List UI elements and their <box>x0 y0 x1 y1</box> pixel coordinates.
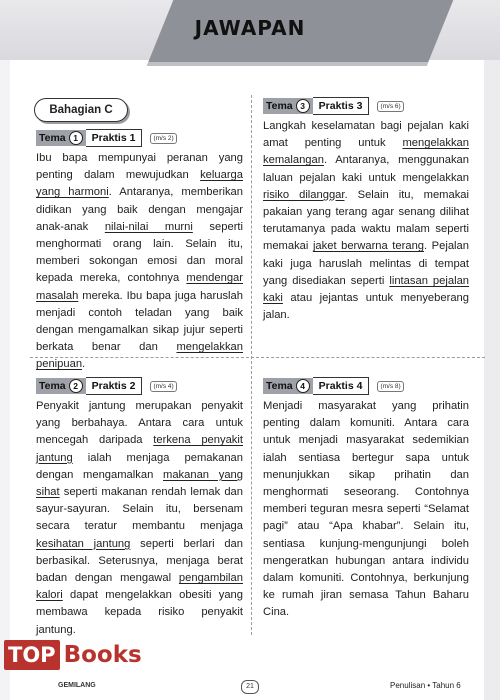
underlined-key-phrase: makanan yang sihat <box>36 468 243 499</box>
praktis-label: Praktis 1 <box>86 129 143 147</box>
underlined-key-phrase: mendengar masalah <box>36 272 243 302</box>
underlined-key-phrase: mengelakkan penipuan <box>36 341 243 371</box>
text-segment: Langkah keselamatan bagi pejalan kaki amat penting untuk <box>263 120 469 150</box>
tema-label: Tema 3 <box>263 98 313 114</box>
topbooks-logo <box>4 640 142 670</box>
header-banner <box>0 0 500 92</box>
tema-label: Tema 1 <box>36 130 86 146</box>
text-segment: . Selain itu, memakai pakaian yang terang agar senang dilihat terutamanya pada waktu malam seperti memakai <box>263 188 470 253</box>
text-segment: Ibu bapa mempunyai peranan yang penting dalam mewujudkan <box>36 152 243 182</box>
section-label: Bahagian C <box>34 98 128 122</box>
praktis-label: Praktis 4 <box>313 377 370 395</box>
underlined-key-phrase: kesihatan jantung <box>36 537 131 550</box>
left-margin-strip <box>0 60 10 700</box>
text-segment: . Antaranya, menggunakan laluan pejalan kaki untuk mengelakkan <box>263 154 469 184</box>
text-segment: atau jejantas untuk menyeberang jalan. <box>263 292 469 322</box>
page-ref: (m/s 4) <box>150 381 176 392</box>
text-segment: Penyakit jantung merupakan penyakit yang berbahaya. Antara cara untuk mencegah daripada <box>36 400 243 447</box>
answer-paragraph-1 <box>36 150 243 374</box>
tema-label: Tema 4 <box>263 378 313 394</box>
underlined-key-phrase: keluarga yang harmoni <box>36 169 243 199</box>
text-segment: . <box>82 358 86 371</box>
text-segment: . Pejalan kaki juga haruslah melintas di tempat yang disediakan seperti <box>263 240 469 287</box>
underlined-key-phrase: lintasan pejalan kaki <box>263 274 470 305</box>
text-segment: mereka. Ibu bapa juga haruslah menjadi contoh teladan yang baik dengan mengamalkan sikap jujur seperti berkata benar dan <box>36 289 243 354</box>
tema-number: 2 <box>69 379 83 393</box>
underlined-key-phrase: pengambilan kalori <box>36 572 243 602</box>
praktis-label: Praktis 2 <box>86 377 143 395</box>
vertical-divider <box>251 95 252 635</box>
tema-label: Tema 2 <box>36 378 86 394</box>
text-segment: dapat mengelakkan obesiti yang membawa kepada risiko penyakit jantung. <box>36 589 243 636</box>
tema-number: 3 <box>296 99 310 113</box>
underlined-key-phrase: jaket berwarna terang <box>312 240 425 253</box>
answer-paragraph-3 <box>263 118 469 324</box>
tema-header-3 <box>263 98 404 114</box>
underlined-key-phrase: terkena penyakit jantung <box>36 434 243 464</box>
tema-number: 1 <box>69 131 83 145</box>
tema-number: 4 <box>296 379 310 393</box>
logo-books: Books <box>63 642 142 668</box>
right-margin-strip <box>484 60 500 700</box>
text-segment: . Antaranya, memberikan didikan yang baik dengan mengajar anak-anak <box>36 186 243 233</box>
underlined-key-phrase: risiko dilanggar <box>263 188 345 201</box>
page-ref: (m/s 2) <box>150 133 176 144</box>
page-number: 21 <box>241 680 259 694</box>
text-segment: seperti makanan rendah lemak dan sayur-sayuran. Selain itu, bersenam secara teratur membantu menjaga <box>36 486 243 533</box>
tema-header-2 <box>36 378 177 394</box>
page-ref: (m/s 6) <box>377 101 403 112</box>
page-ref: (m/s 8) <box>377 381 403 392</box>
publisher-brand: GEMILANG <box>58 682 96 689</box>
answer-paragraph-2 <box>36 398 243 639</box>
page-title: JAWAPAN <box>194 16 306 40</box>
underlined-key-phrase: nilai-nilai murni <box>104 220 193 233</box>
logo-top: TOP <box>4 640 60 670</box>
text-segment: Menjadi masyarakat yang prihatin penting dalam komuniti. Antara cara untuk menjadi masyarakat sedemikian ialah sentiasa bertegur sapa untuk menunjukkan sikap prihatin dan menghormati seseorang. Contohnya memberi teguran mesra seperti “Selamat pagi” atau “Apa khabar”. Selain itu, sentiasa kunjung-mengunjungi boleh mengeratkan hubungan antara individu dalam komuniti. Contohnya, berkunjung ke rumah jiran semasa Tahun Baharu Cina. <box>263 400 469 619</box>
answer-paragraph-4 <box>263 398 469 622</box>
text-segment: ialah menjaga pemakanan dengan mengamalkan <box>36 451 243 481</box>
praktis-label: Praktis 3 <box>313 97 370 115</box>
tema-header-4 <box>263 378 404 394</box>
underlined-key-phrase: mengelakkan kemalangan <box>263 137 469 167</box>
text-segment: seperti menghormati orang lain. Selain itu, memberi sokongan emosi dan moral kepada mereka, contohnya <box>36 220 244 285</box>
text-segment: seperti berlari dan berbasikal. Seterusnya, menjaga berat badan dengan mengawal <box>36 537 243 585</box>
tema-header-1 <box>36 130 177 146</box>
footer-subject: Penulisan • Tahun 6 <box>390 681 461 690</box>
